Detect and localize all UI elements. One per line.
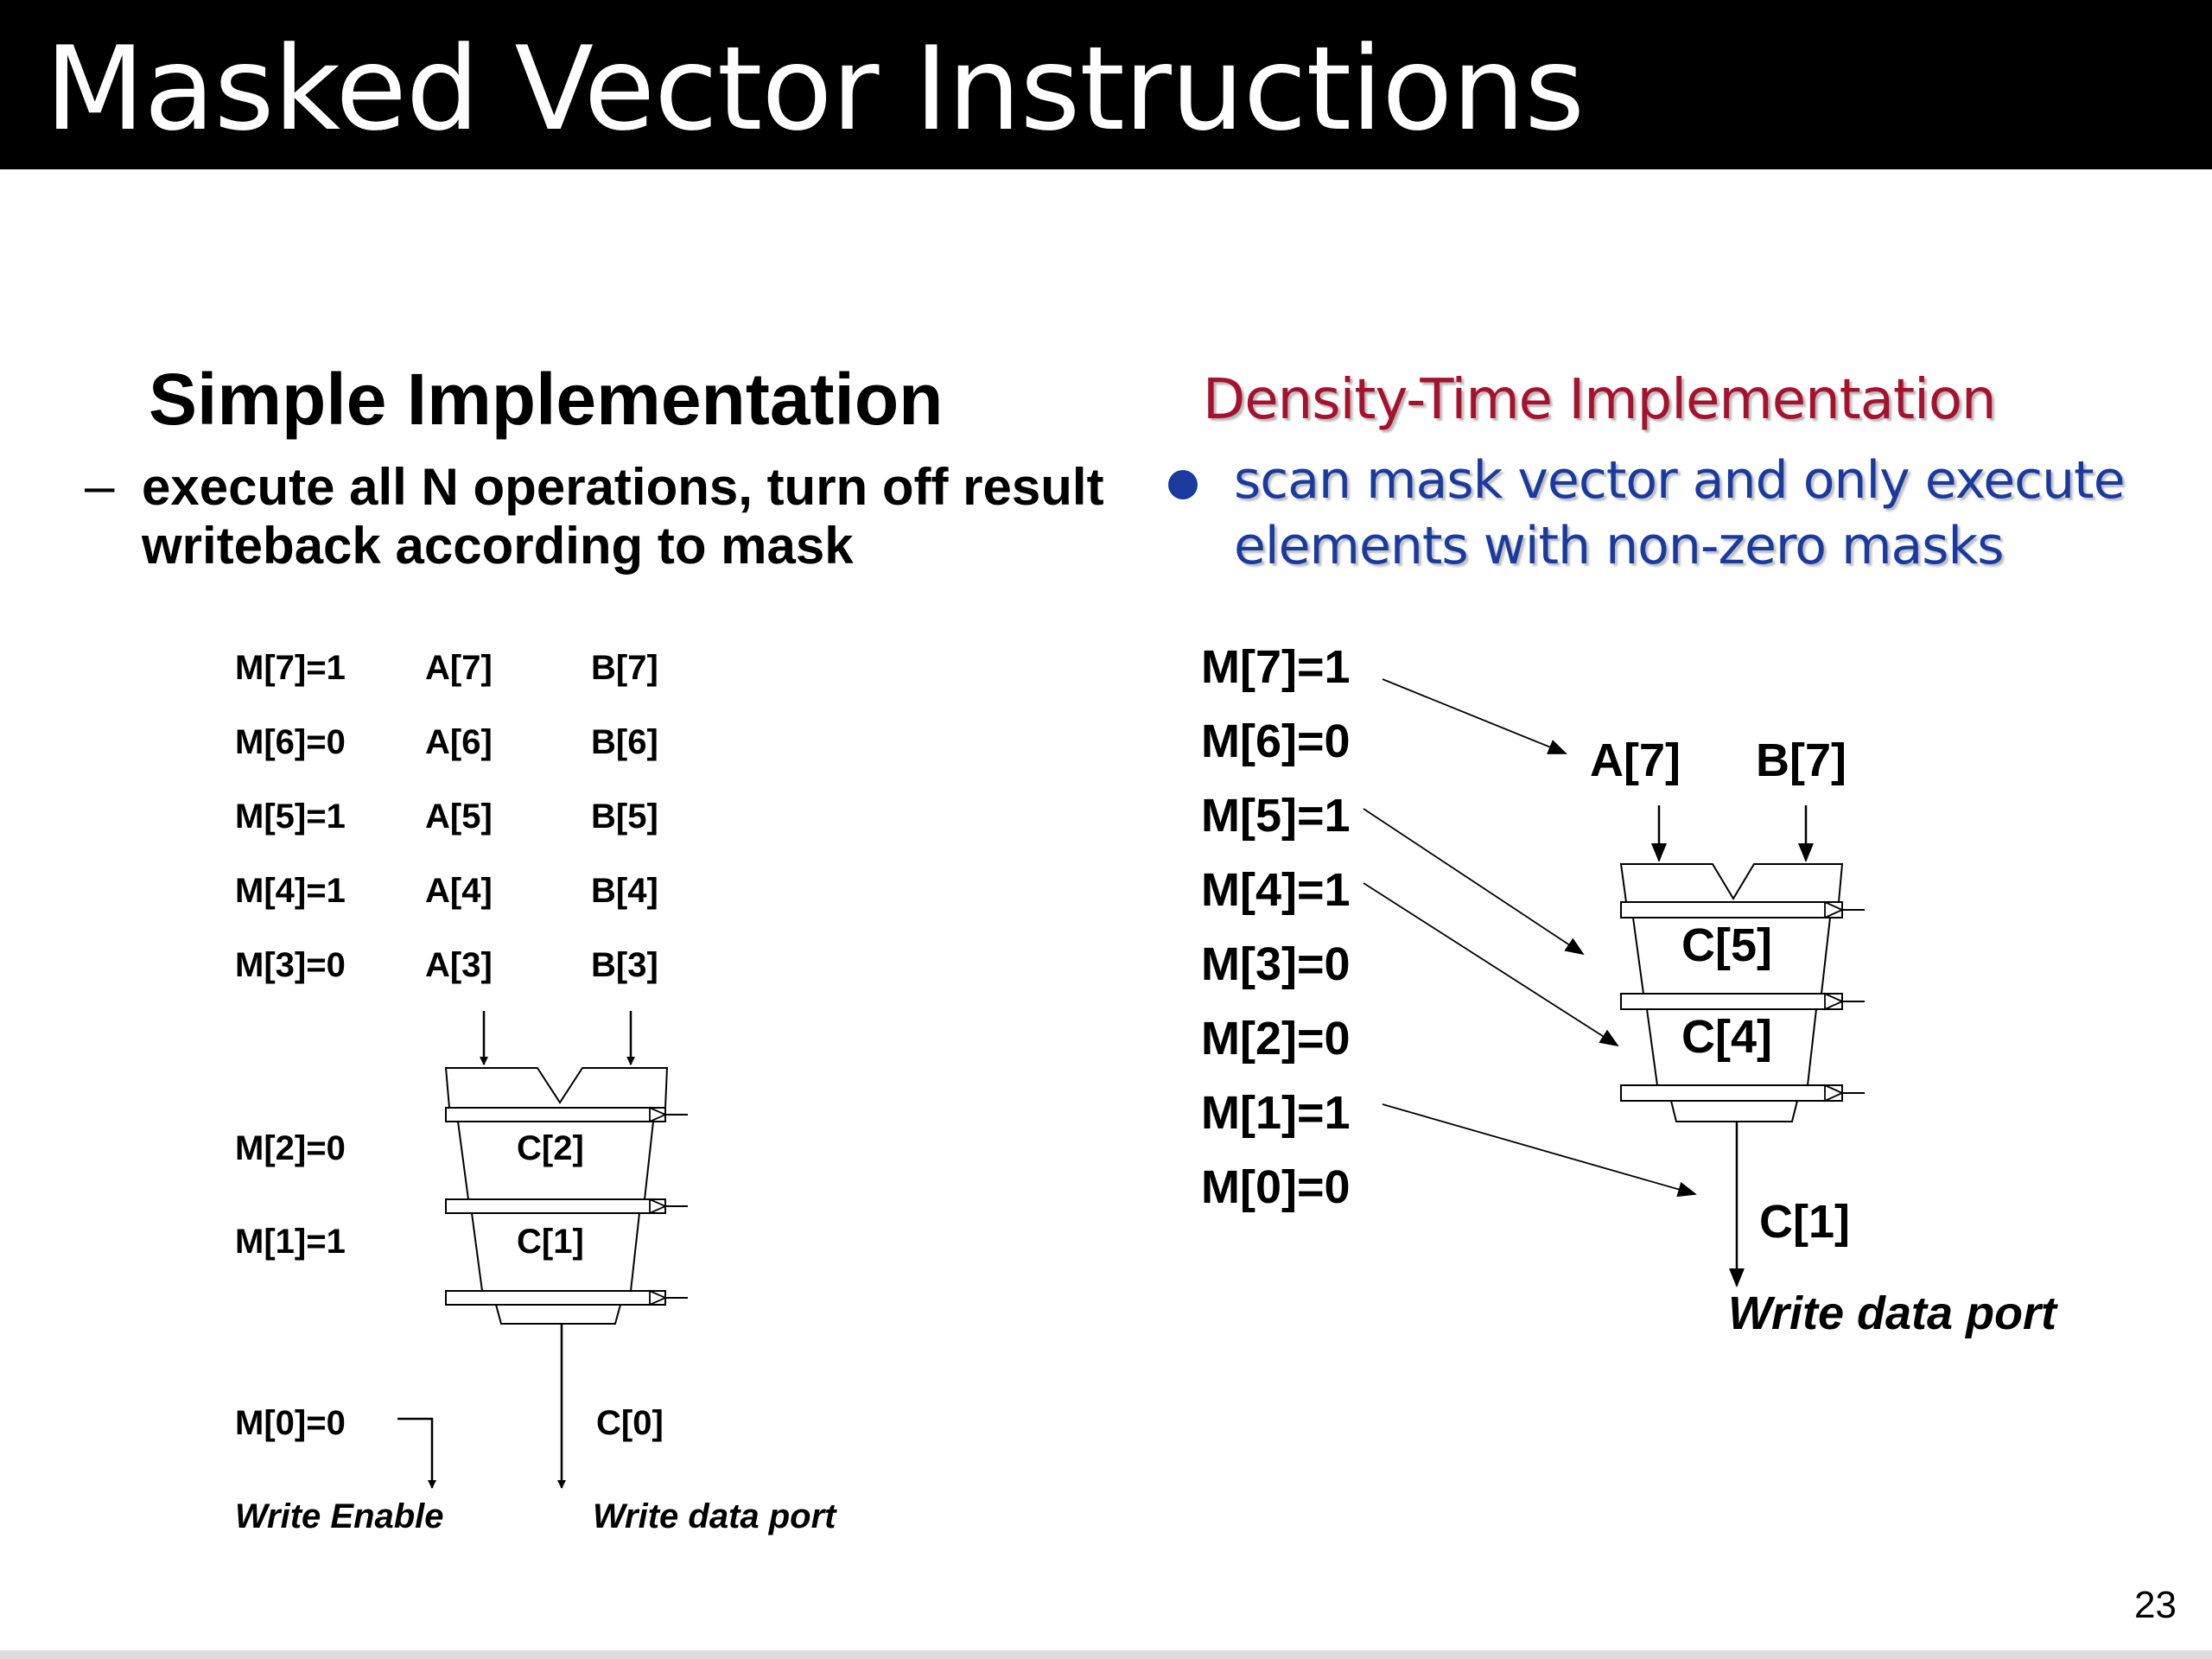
- left-mask-7: M[7]=1: [235, 649, 346, 687]
- page-number: 23: [2134, 1584, 2177, 1626]
- write-enable-label: Write Enable: [235, 1497, 444, 1535]
- footer-rule: [0, 1650, 2212, 1659]
- right-mask-5: M[5]=1: [1201, 790, 1351, 842]
- right-result-c4: C[4]: [1681, 1011, 1772, 1063]
- right-mask-4: M[4]=1: [1201, 864, 1351, 916]
- right-mask-2: M[2]=0: [1201, 1013, 1351, 1065]
- right-stage-register-1: [1621, 902, 1842, 918]
- right-mask-0: M[0]=0: [1201, 1161, 1351, 1213]
- left-a-5: A[5]: [425, 798, 493, 836]
- left-a-3: A[3]: [425, 946, 493, 984]
- right-out-result: C[1]: [1759, 1196, 1850, 1248]
- left-b-5: B[5]: [591, 798, 658, 836]
- left-stage-register-3: [446, 1291, 665, 1305]
- left-stage-register-2: [446, 1199, 665, 1213]
- right-mask-1: M[1]=1: [1201, 1087, 1351, 1139]
- right-mask-7: M[7]=1: [1201, 641, 1351, 693]
- left-a-4: A[4]: [425, 872, 493, 910]
- left-pipeline-mask-1: M[1]=1: [235, 1223, 346, 1261]
- left-out-mask: M[0]=0: [235, 1404, 346, 1442]
- right-alu-top: [1621, 864, 1842, 902]
- left-stage-register-1: [446, 1108, 665, 1122]
- left-b-4: B[4]: [591, 872, 658, 910]
- left-mask-4: M[4]=1: [235, 872, 346, 910]
- simple-implementation-bullet: execute all N operations, turn off result writeback according to mask: [142, 458, 1104, 575]
- right-write-data-port-label: Write data port: [1728, 1287, 2057, 1339]
- dash-bullet-marker: –: [85, 456, 115, 516]
- route-arrow-m1: [1382, 1104, 1695, 1194]
- density-time-bullet: scan mask vector and only execute elements with non-zero masks: [1234, 450, 2125, 576]
- right-alu-bottom: [1671, 1101, 1797, 1122]
- left-mask-3: M[3]=0: [235, 946, 346, 984]
- density-time-diagram: [1201, 641, 2058, 1339]
- right-mask-3: M[3]=0: [1201, 938, 1351, 990]
- left-b-7: B[7]: [591, 649, 658, 687]
- slide-title: Masked Vector Instructions: [45, 22, 1585, 156]
- left-out-result: C[0]: [596, 1404, 664, 1442]
- left-mask-6: M[6]=0: [235, 723, 346, 761]
- left-result-c1: C[1]: [517, 1223, 584, 1261]
- left-b-3: B[3]: [591, 946, 658, 984]
- route-arrow-m4: [1363, 883, 1618, 1046]
- left-b-6: B[6]: [591, 723, 658, 761]
- simple-implementation-heading: Simple Implementation: [149, 359, 944, 440]
- left-mask-5: M[5]=1: [235, 798, 346, 836]
- left-write-data-port-label: Write data port: [593, 1497, 836, 1535]
- left-a-7: A[7]: [425, 649, 493, 687]
- right-stage-register-3: [1621, 1085, 1842, 1101]
- right-a-input: A[7]: [1590, 734, 1681, 786]
- right-result-c5: C[5]: [1681, 919, 1772, 971]
- route-arrow-m7: [1382, 679, 1566, 753]
- left-result-c2: C[2]: [517, 1129, 584, 1167]
- density-time-heading: Density-Time Implementation: [1203, 368, 1996, 432]
- right-b-input: B[7]: [1756, 734, 1847, 786]
- left-alu-bottom: [496, 1305, 620, 1324]
- left-a-6: A[6]: [425, 723, 493, 761]
- right-mask-6: M[6]=0: [1201, 715, 1351, 767]
- simple-diagram: [235, 649, 837, 1535]
- left-write-enable-arrow: [397, 1419, 432, 1488]
- route-arrow-m5: [1363, 809, 1583, 954]
- left-pipeline-mask-2: M[2]=0: [235, 1129, 346, 1167]
- right-stage-register-2: [1621, 994, 1842, 1009]
- left-alu-top: [446, 1068, 667, 1108]
